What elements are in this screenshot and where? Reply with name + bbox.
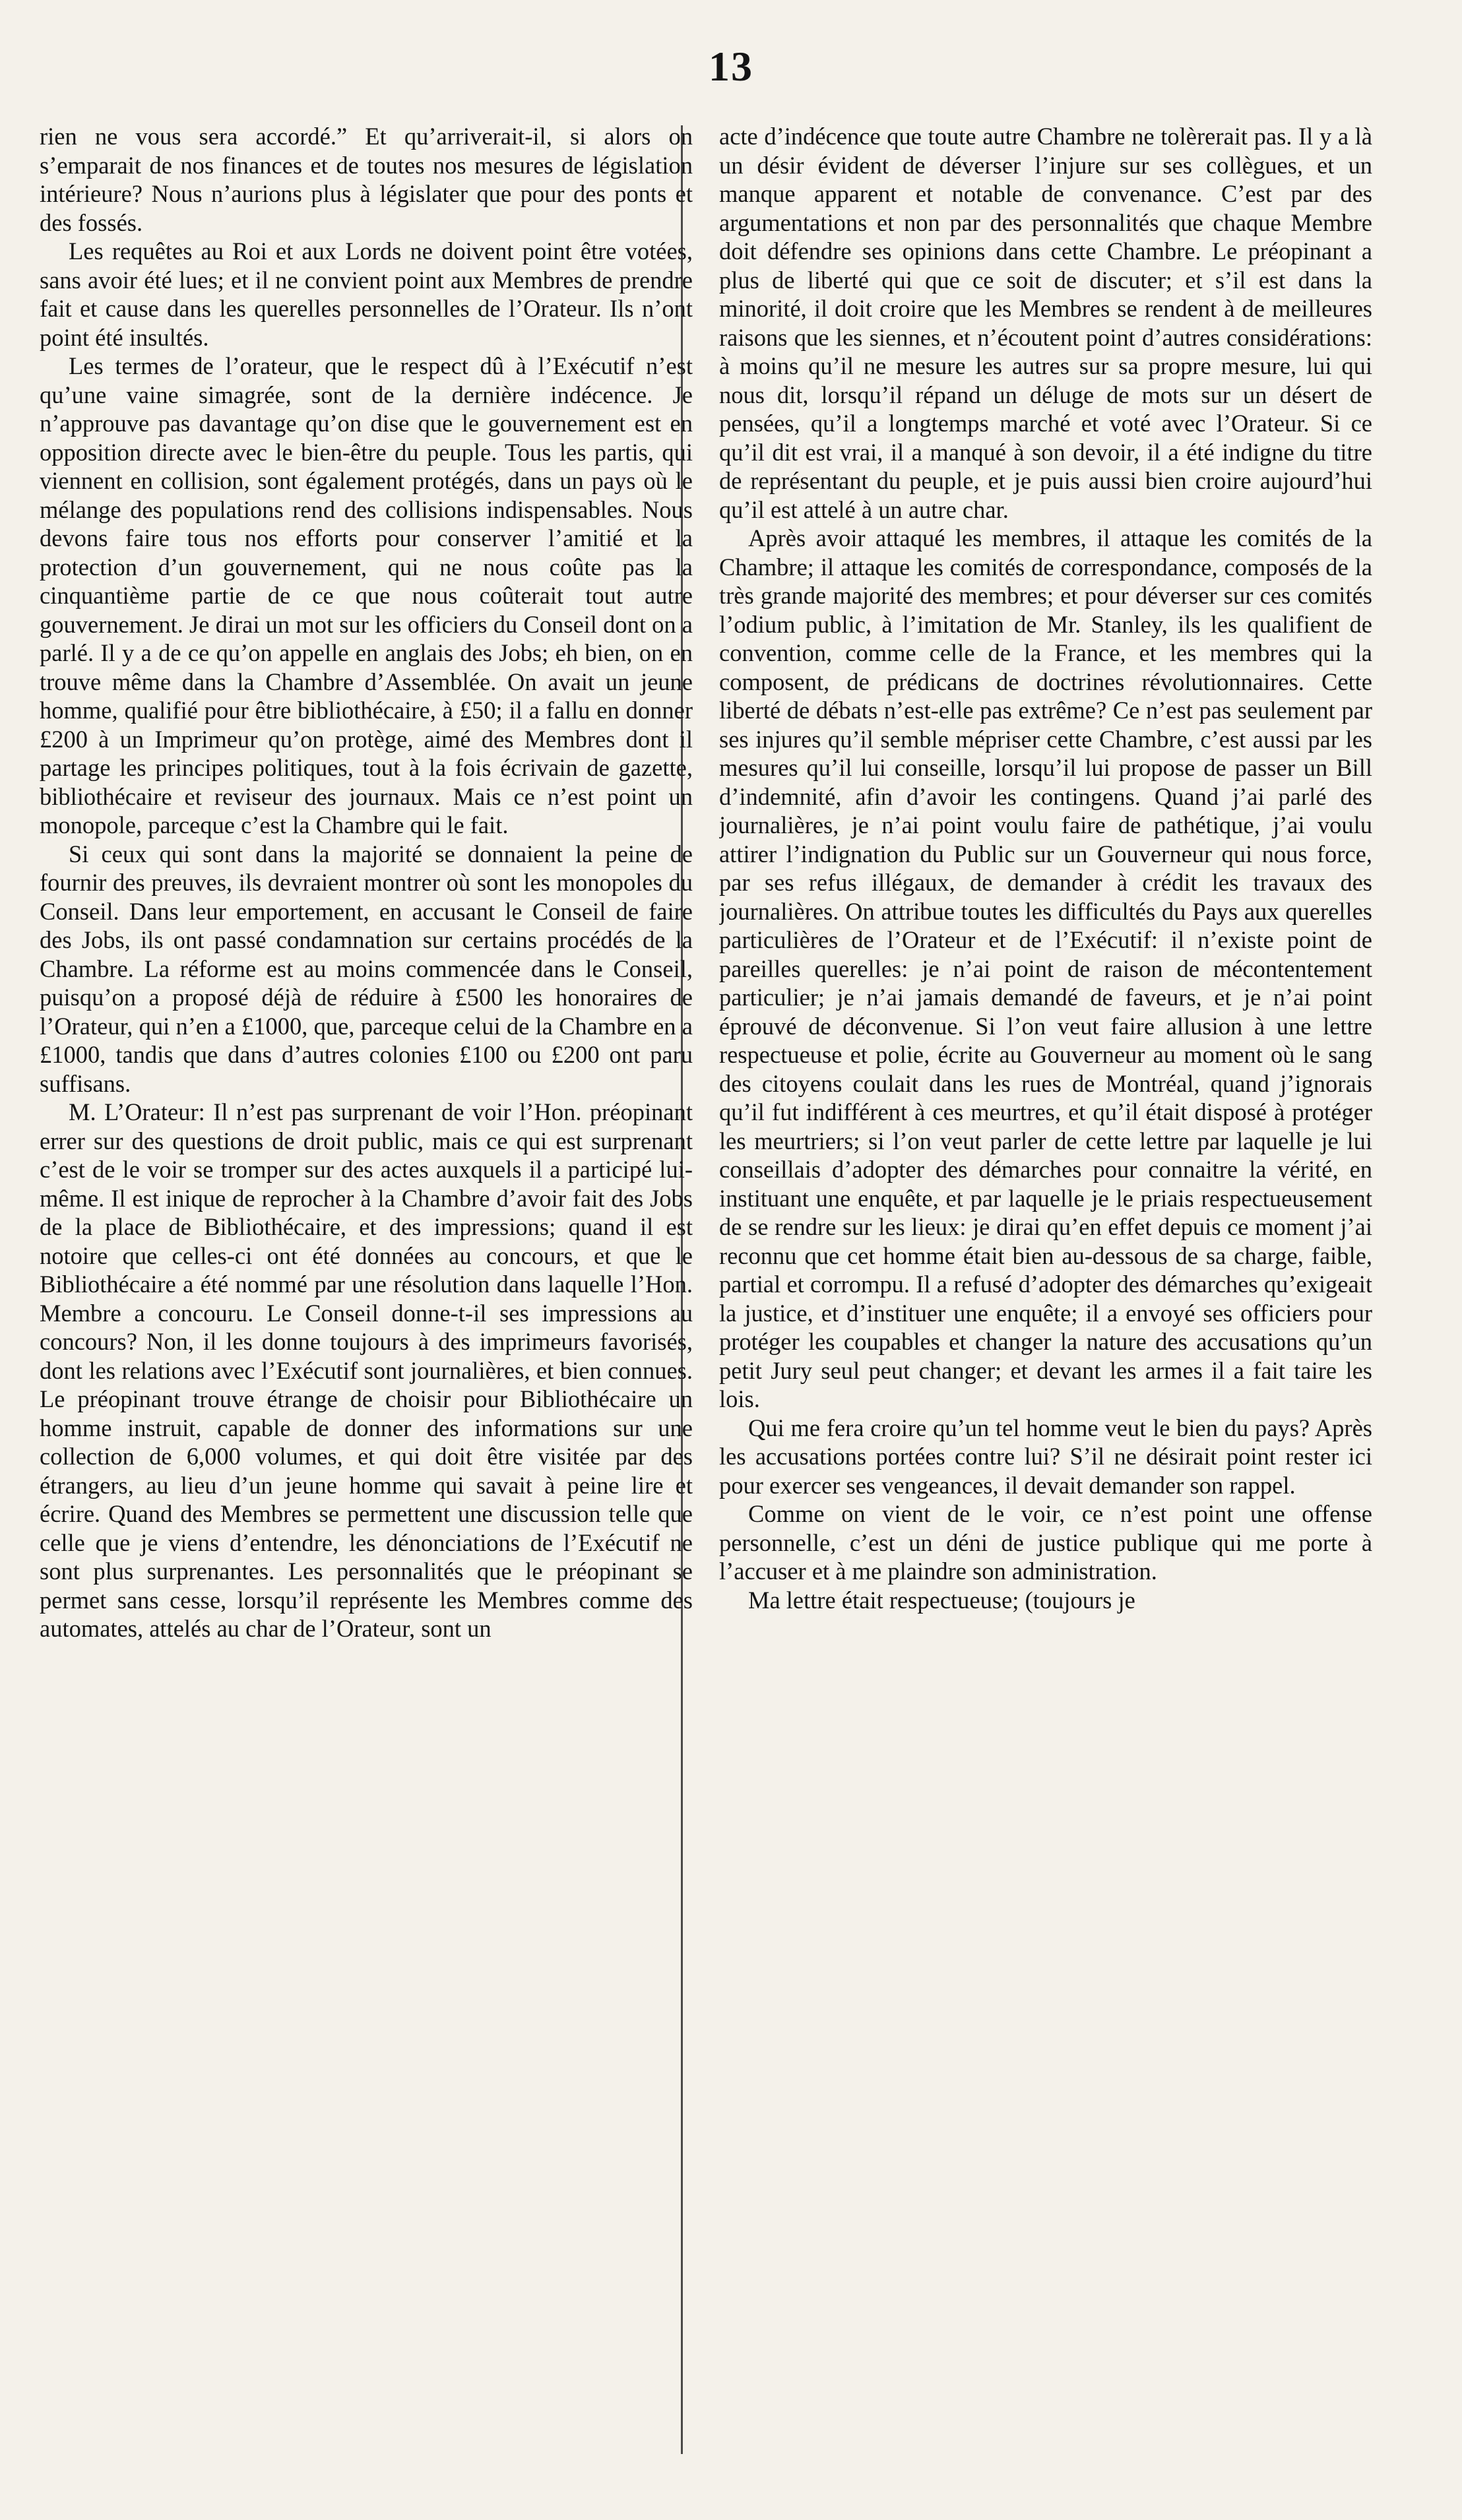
paragraph: Comme on vient de le voir, ce n’est point une offense personnelle, c’est un déni de justice publique qui me porte à l’accuser et à me plaindre son administration. <box>719 1500 1372 1585</box>
page-number: 13 <box>709 43 753 90</box>
paragraph: Après avoir attaqué les membres, il attaque les comités de la Chambre; il attaque les comités de correspondance, composés de la très grande majorité des membres; et pour déverser sur ces comités l’odium public, à l’imitation de Mr. Stanley, ils les qualifient de convention, comme celle de la France, et les membres qui la composent, de prédicans de doctrines révolutionnaires. Cette liberté de débats n’est-elle pas extrême? Ce n’est pas seulement par ses injures qu’il semble mépriser cette Chambre, c’est aussi par les mesures qu’il lui conseille, lorsqu’il lui propose de passer un Bill d’indemnité, afin d’avoir les contingens. Quand j’ai parlé des journalières, je n’ai point voulu faire de pathétique, j’ai voulu attirer l’indignation du Public sur un Gouverneur qui nous force, par ses refus illégaux, de demander à crédit les travaux des journalières. On attribue toutes les difficultés du Pays aux querelles particulières de l’Orateur et de l’Exécutif: il n’existe point de pareilles querelles: je n’ai point de raison de mécontentement particulier; je n’ai jamais demandé de faveurs, et je n’ai point éprouvé de déconvenue. Si l’on veut faire allusion à une lettre respectueuse et polie, écrite au Gouverneur au moment où le sang des citoyens coulait dans les rues de Montréal, quand j’ignorais qu’il fut indifférent à ces meurtres, et qu’il était disposé à protéger les meurtriers; si l’on veut parler de cette lettre par laquelle je lui conseillais d’adopter des démarches pour connaitre la vérité, en instituant une enquête, et par laquelle je le priais respectueusement de se rendre sur les lieux: je dirai qu’en effet depuis ce moment j’ai reconnu que cet homme était bien au-dessous de sa charge, faible, partial et corrompu. Il a refusé d’adopter des démarches qu’exigeait la justice, et d’instituer une enquête; il a envoyé ses officiers pour protéger les coupables et changer la nature des accusations qu’un petit Jury seul peut changer; et devant les armes il a fait taire les lois. <box>719 524 1372 1412</box>
paragraph: Les termes de l’orateur, que le respect dû à l’Exécutif n’est qu’une vaine simagrée, sont de la dernière indécence. Je n’approuve pas davantage qu’on dise que le gouvernement est en opposition directe avec le bien-être du peuple. Tous les partis, qui viennent en collision, sont également protégés, dans un pays où le mélange des populations rend des collisions indispensables. Nous devons faire tous nos efforts pour conserver l’amitié et la protection d’un gouvernement, qui ne nous coûte pas la cinquantième partie de ce que nous coûterait tout autre gouvernement. Je dirai un mot sur les officiers du Conseil dont on a parlé. Il y a de ce qu’on appelle en anglais des Jobs; eh bien, on en trouve même dans la Chambre d’Assemblée. On avait un jeune homme, qualifié pour être bibliothécaire, à £50; il a fallu en donner £200 à un Imprimeur qu’on protège, aimé des Membres dont il partage les principes politiques, tout à la fois écrivain de gazette, bibliothécaire et reviseur des journaux. Mais ce n’est point un monopole, parceque c’est la Chambre qui le fait. <box>40 352 693 838</box>
paragraph: M. L’Orateur: Il n’est pas surprenant de voir l’Hon. préopinant errer sur des questions de droit public, mais ce qui est surprenant c’est de le voir se tromper sur des actes auxquels il a participé lui-même. Il est inique de reprocher à la Chambre d’avoir fait des Jobs de la place de Bibliothécaire, et des impressions; quand il est notoire que celles-ci ont été données au concours, et que le Bibliothécaire a été nommé par une résolution dans laquelle l’Hon. Membre a concouru. Le Conseil donne-t-il ses impressions au concours? Non, il les donne toujours à des imprimeurs favorisés, dont les relations avec l’Exécutif sont journalières, et bien connues. Le préopinant trouve étrange de choisir pour Bibliothécaire un homme instruit, capable de donner des informations sur une collection de 6,000 volumes, et qui doit être visitée par des étrangers, au lieu d’un jeune homme qui savait à peine lire et écrire. Quand des Membres se permettent une discussion telle que celle que je viens d’entendre, les dénonciations de l’Exécutif ne sont plus surprenantes. Les personnalités que le préopinant se permet sans cesse, lorsqu’il représente les Membres comme des automates, attelés au char de l’Orateur, sont un <box>40 1098 693 1642</box>
paragraph: Les requêtes au Roi et aux Lords ne doivent point être votées, sans avoir été lues; et il ne convient point aux Membres de prendre fait et cause dans les querelles personnelles de l’Orateur. Ils n’ont point été insultés. <box>40 237 693 351</box>
paragraph: rien ne vous sera accordé.” Et qu’arriverait-il, si alors on s’emparait de nos finances et de toutes nos mesures de législation intérieure? Nous n’aurions plus à législater que pour des ponts et des fossés. <box>40 123 693 236</box>
paragraph: Qui me fera croire qu’un tel homme veut le bien du pays? Après les accusations portées contre lui? S’il ne désirait point rester ici pour exercer ses vengeances, il devait demander son rappel. <box>719 1414 1372 1499</box>
right-column <box>719 122 1372 2471</box>
paragraph: acte d’indécence que toute autre Chambre ne tolèrerait pas. Il y a là un désir évident de déverser l’injure sur ses collègues, et un manque apparent et notable de convenance. C’est par des argumentations et non par des personnalités que chaque Membre doit défendre ses opinions dans cette Chambre. Le préopinant a plus de liberté qui que ce soit de discuter; et s’il est dans la minorité, il doit croire que les Membres se rendent à de meilleures raisons que les siennes, et n’écoutent point d’autres considérations: à moins qu’il ne mesure les autres sur sa propre mesure, lui qui nous dit, lorsqu’il répand un déluge de mots sur un désert de pensées, qu’il a longtemps marché et voté avec l’Orateur. Si ce qu’il dit est vrai, il a manqué à son devoir, il a été indigne du titre de représentant du peuple, et je puis aussi bien croire aujourd’hui qu’il est attelé à un autre char. <box>719 123 1372 523</box>
left-column <box>40 122 693 2471</box>
text-columns <box>40 122 1399 2471</box>
paragraph: Ma lettre était respectueuse; (toujours je <box>748 1586 1135 1614</box>
paragraph: Si ceux qui sont dans la majorité se donnaient la peine de fournir des preuves, ils devraient montrer où sont les monopoles du Conseil. Dans leur emportement, en accusant le Conseil de faire des Jobs, ils ont passé condamnation sur certains procédés de la Chambre. La réforme est au moins commencée dans le Conseil, puisqu’on a proposé déjà de réduire à £500 les honoraires de l’Orateur, qui n’en a £1000, que, parceque celui de la Chambre en a £1000, tandis que dans d’autres colonies £100 ou £200 ont paru suffisans. <box>40 840 693 1097</box>
